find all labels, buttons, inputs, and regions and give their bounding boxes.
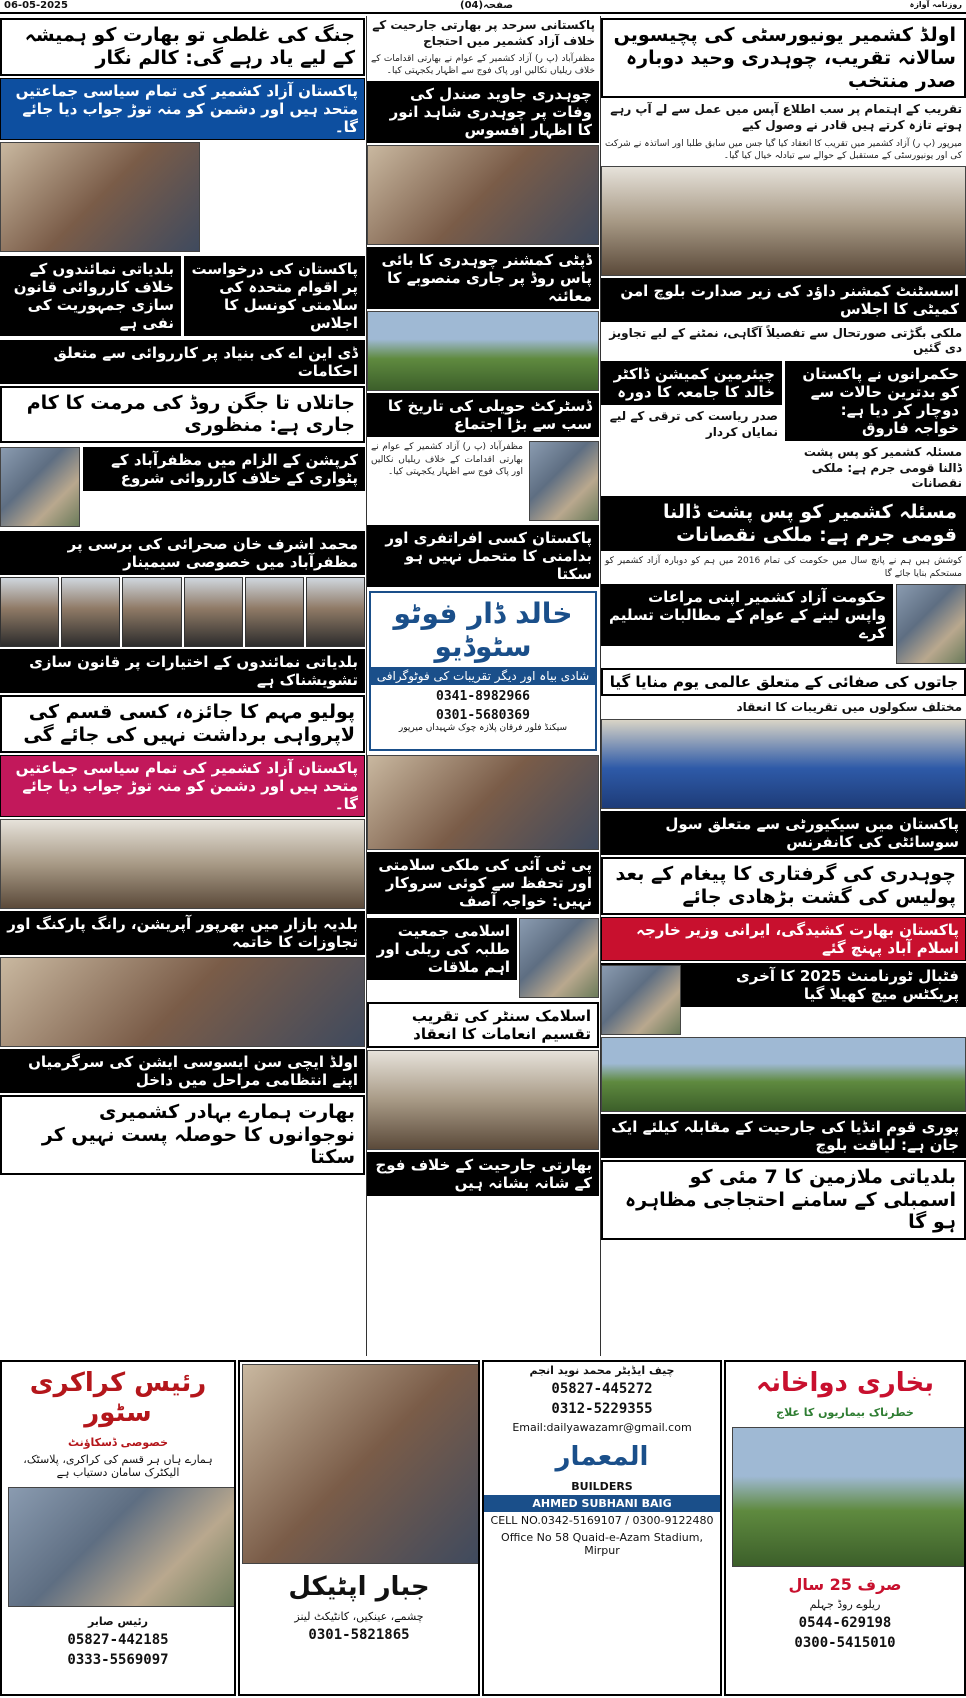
headline: محمد اشرف خان صحرائی کی برسی پر مظفرآباد میں خصوصی سیمینار — [0, 531, 365, 575]
headline: بلدیاتی نمائندوں کے اختیارات پر قانون سازی تشویشناک ہے — [0, 649, 365, 693]
headline: پوری قوم انڈیا کی جارحیت کے مقابلہ کیلئے ایک جان ہے: لیاقت بلوچ — [601, 1114, 966, 1158]
article-text: مظفرآباد (پ ر) آزاد کشمیر کے عوام نے بھارتی اقدامات کے خلاف ریلیاں نکالیں اور پاک فوج سے اظہار یکجہتی کیا۔ — [371, 54, 595, 77]
ad-phone: 05827-442185 — [67, 1632, 169, 1648]
article-text: مظفرآباد (پ ر) آزاد کشمیر کے عوام نے بھارتی اقدامات کے خلاف ریلیاں نکالیں اور پاک فوج سے اظہار یکجہتی کیا۔ — [371, 442, 523, 477]
headline: ڈی این اے کی بنیاد پر کارروائی سے متعلق احکامات — [0, 340, 365, 384]
ad-cell: CELL NO.0342-5169107 / 0300-9122480 — [490, 1514, 714, 1527]
headline: چیئرمین کمیشن ڈاکٹر خالد کا جامعہ کا دورہ — [601, 361, 782, 405]
speaker-photo — [61, 577, 120, 647]
headline: بلدیاتی نمائندوں کے خلاف کارروائی قانون سازی جمہوریت کی نفی ہے — [0, 256, 181, 336]
ad-subtitle: خطرناک بیماریوں کا علاج — [776, 1406, 914, 1419]
headline: اسسٹنٹ کمشنر داؤد کی زیر صدارت بلوچ امن کمیٹی کا اجلاس — [601, 278, 966, 322]
ad-description: چشمے، عینکیں، کانٹیکٹ لینز — [294, 1610, 424, 1623]
pharmacy-ad — [724, 1360, 966, 1696]
headline: پاکستان آزاد کشمیر کی تمام سیاسی جماعتیں متحد ہیں اور دشمن کو منہ توڑ جواب دیا جائے گا۔ — [0, 78, 365, 140]
ad-subtitle: خصوصی ڈسکاؤنٹ — [67, 1436, 169, 1449]
event-photo — [601, 166, 966, 276]
football-photo — [601, 1037, 966, 1112]
meeting-photo — [0, 819, 365, 909]
headline: جنگ کی غلطی تو بھارت کو ہمیشہ کے لیے یاد رہے گی: کالم نگار — [0, 18, 365, 76]
portrait-photo — [0, 447, 80, 527]
ad-phone: 0300-5415010 — [794, 1635, 896, 1651]
subheadline: ملکی بگڑتی صورتحال سے تفصیلاً آگاہی، نمٹنے کے لیے تجاویز دی گئیں — [609, 325, 962, 356]
headline: اسلامک سنٹر کی تقریب تقسیم انعامات کا انعقاد — [367, 1002, 599, 1048]
studio-subtitle: شادی بیاہ اور دیگر تقریبات کی فوٹوگرافی — [371, 667, 595, 685]
right-column — [601, 16, 966, 1356]
products-image — [8, 1487, 236, 1607]
ad-subtitle: BUILDERS — [571, 1480, 633, 1493]
headline: پی ٹی آئی کی ملکی سلامتی اور تحفظ سے کوئی سروکار نہیں: خواجہ آصف — [367, 852, 599, 914]
speaker-photo — [122, 577, 181, 647]
ad-phone: 0301-5821865 — [308, 1627, 410, 1643]
article-text: کوشش ہیں ہم نے پانچ سال میں حکومت کی تمام 2016 میں ہم کو دوبارہ آزاد کشمیر کو مستحکم بنایا جائے گا — [605, 556, 962, 579]
ad-address: ریلوے روڈ جہلم — [809, 1598, 881, 1611]
photo-studio-ad — [369, 591, 597, 751]
headline: پاکستان کسی افراتفری اور بدامنی کا متحمل نہیں ہو سکتا — [367, 525, 599, 587]
prayer-photo — [367, 145, 599, 245]
ad-phone: 0333-5569097 — [67, 1652, 169, 1668]
school-event-photo — [601, 719, 966, 809]
headline: کرپشن کے الزام میں مظفرآباد کے پٹواری کے خلاف کارروائی شروع — [83, 447, 365, 491]
headline: حکمرانوں نے پاکستان کو بدترین حالات سے دوچار کر دیا ہے: خواجہ فاروق — [785, 361, 966, 441]
left-column — [0, 16, 365, 1356]
road-inspection-photo — [367, 311, 599, 391]
subheadline: مسئلہ کشمیر کو پس پشت ڈالنا قومی جرم ہے: ملکی نقصانات — [803, 445, 962, 491]
middle-column — [367, 16, 599, 1356]
masthead — [0, 0, 966, 12]
portrait-photo — [529, 441, 599, 521]
seminar-speakers — [0, 577, 365, 647]
headline: حکومت آزاد کشمیر اپنی مراعات واپس لینے کے عوام کے مطالبات تسلیم کرے — [601, 584, 893, 646]
subheadline: مختلف سکولوں میں تقریبات کا انعقاد — [736, 699, 962, 714]
subheadline: صدر ریاست کی ترقی کے لیے نمایاں کردار — [609, 409, 778, 439]
headline: اولڈ ایچی سن ایسوسی ایشن کی سرگرمیاں اپنے انتظامی مراحل میں داخل — [0, 1049, 365, 1093]
issue-date: 06-05-2025 — [4, 0, 68, 11]
headline: جاتوں کی صفائی کے متعلق عالمی یوم منایا گیا — [601, 668, 966, 696]
model-photo — [242, 1364, 480, 1564]
headline: ڈسٹرکٹ حویلی کی تاریخ کا سب سے بڑا اجتماع — [367, 393, 599, 437]
ad-address: Office No 58 Quaid-e-Azam Stadium, Mirpur — [501, 1531, 703, 1557]
ad-owner: AHMED SUBHANI BAIG — [484, 1495, 720, 1512]
ad-phone: 0544-629198 — [798, 1615, 892, 1631]
office-phone: 05827-445272 — [551, 1381, 653, 1397]
products-image — [732, 1427, 966, 1567]
page-number: صفحہ(04) — [460, 0, 513, 11]
protest-photo — [367, 755, 599, 850]
portrait-photo — [896, 584, 966, 664]
ad-title: رئیس کراکری سٹور — [29, 1368, 207, 1428]
speaker-photo — [0, 577, 59, 647]
headline: پولیو مہم کا جائزہ، کسی قسم کی لاپرواہی برداشت نہیں کی جائے گی — [0, 695, 365, 753]
studio-title: خالد ڈار فوٹو سٹوڈیو — [371, 593, 595, 667]
portrait-photo — [601, 965, 681, 1035]
article-text: میرپور (پ ر) آزاد کشمیر میں تقریب کا انعقاد کیا گیا جس میں سابق طلبا اور اساتذہ نے شرکت کی اور یونیورسٹی کے مستقبل کے حوالے سے تبادلہ خیال کیا گیا۔ — [605, 138, 962, 161]
ad-description: ہمارے ہاں ہر قسم کی کراکری، پلاسٹک، الیکٹرک سامان دستیاب ہے — [23, 1453, 213, 1479]
headline: بھارتی جارحیت کے خلاف فوج کے شانہ بشانہ ہیں — [367, 1152, 599, 1196]
headline: چوہدری کی گرفتاری کا پیغام کے بعد پولیس کی گشت بڑھادی جائے — [601, 857, 966, 915]
headline: فٹبال ٹورنامنٹ 2025 کا آخری پریکٹس میچ کھیلا گیا — [601, 963, 966, 1007]
optical-ad — [238, 1360, 480, 1696]
studio-phone: 0341-8982966 — [436, 689, 530, 705]
office-phone: 0312-5229355 — [551, 1401, 653, 1417]
headline: مسئلہ کشمیر کو پس پشت ڈالنا قومی جرم ہے: ملکی نقصانات — [601, 496, 966, 552]
headline: پاکستان آزاد کشمیر کی تمام سیاسی جماعتیں متحد ہیں اور دشمن کو منہ توڑ جواب دیا جائے گا۔ — [0, 755, 365, 817]
portrait-photo — [519, 918, 599, 998]
masthead-rule — [0, 12, 966, 14]
ad-price: صرف 25 سال — [788, 1575, 902, 1594]
headline: بلدیاتی ملازمین کا 7 مئی کو اسمبلی کے سامنے احتجاجی مظاہرہ ہو گا — [601, 1160, 966, 1240]
ceremony-photo — [367, 1050, 599, 1150]
office-email: Email:dailyawazamr@gmail.com — [512, 1421, 692, 1434]
speaker-photo — [306, 577, 365, 647]
editor-name: چیف ایڈیٹر محمد نوید انجم — [529, 1364, 675, 1377]
headline: پاکستان کی درخواست پر اقوام متحدہ کی سلامتی کونسل کا اجلاس — [184, 256, 365, 336]
headline: پاکستان بھارت کشیدگی، ایرانی وزیر خارجہ اسلام آباد پہنچ گئے — [601, 917, 966, 961]
conference-photo — [0, 957, 365, 1047]
meeting-photo — [0, 142, 200, 252]
headline: اولڈ کشمیر یونیورسٹی کی پچیسویں سالانہ تقریب، چوہدری وحید دوبارہ صدر منتخب — [601, 18, 966, 98]
speaker-photo — [184, 577, 243, 647]
headline: بلدیہ بازار میں بھرپور آپریشن، رانگ پارکنگ اور تجاوزات کا خاتمہ — [0, 911, 365, 955]
paper-name: روزنامہ آوازہ — [909, 0, 962, 9]
subheadline: پاکستانی سرحد پر بھارتی جارحیت کے خلاف آزاد کشمیر میں احتجاج — [372, 18, 595, 48]
headline: پاکستان میں سیکیورٹی سے متعلق سول سوسائٹی کی کانفرنس — [601, 811, 966, 855]
headline: ڈپٹی کمشنر چوہدری کا بائی پاس روڈ پر جاری منصوبے کا معائنہ — [367, 247, 599, 309]
builders-ad — [482, 1360, 722, 1696]
crockery-store-ad — [0, 1360, 236, 1696]
headline: جاتلاں تا جگن روڈ کی مرمت کا کام جاری ہے: منظوری — [0, 386, 365, 444]
ad-title: بخاری دواخانہ — [755, 1368, 935, 1398]
ad-owner: رئیس صابر — [87, 1615, 149, 1628]
ad-title: جبار اپٹیکل — [288, 1572, 430, 1602]
ad-title: المعمار — [555, 1442, 649, 1472]
headline: اسلامی جمعیت طلبہ کی ریلی اور اہم ملاقات — [367, 918, 517, 980]
headline: چوہدری جاوید صندل کی وفات پر چوہدری شاہد انور کا اظہار افسوس — [367, 81, 599, 143]
headline: بھارت ہمارے بہادر کشمیری نوجوانوں کا حوصلہ پست نہیں کر سکتا — [0, 1095, 365, 1175]
subheadline: تقریب کے اہتمام پر سب اطلاع آپس میں عمل سے لے آپ رہے ہوتے تازہ کرتے ہیں قادر نے وصول کیے — [610, 102, 962, 132]
studio-address: سیکنڈ فلور فرقان پلازہ چوک شہیداں میرپور — [398, 723, 568, 734]
studio-phone: 0301-5680369 — [436, 708, 530, 724]
speaker-photo — [245, 577, 304, 647]
